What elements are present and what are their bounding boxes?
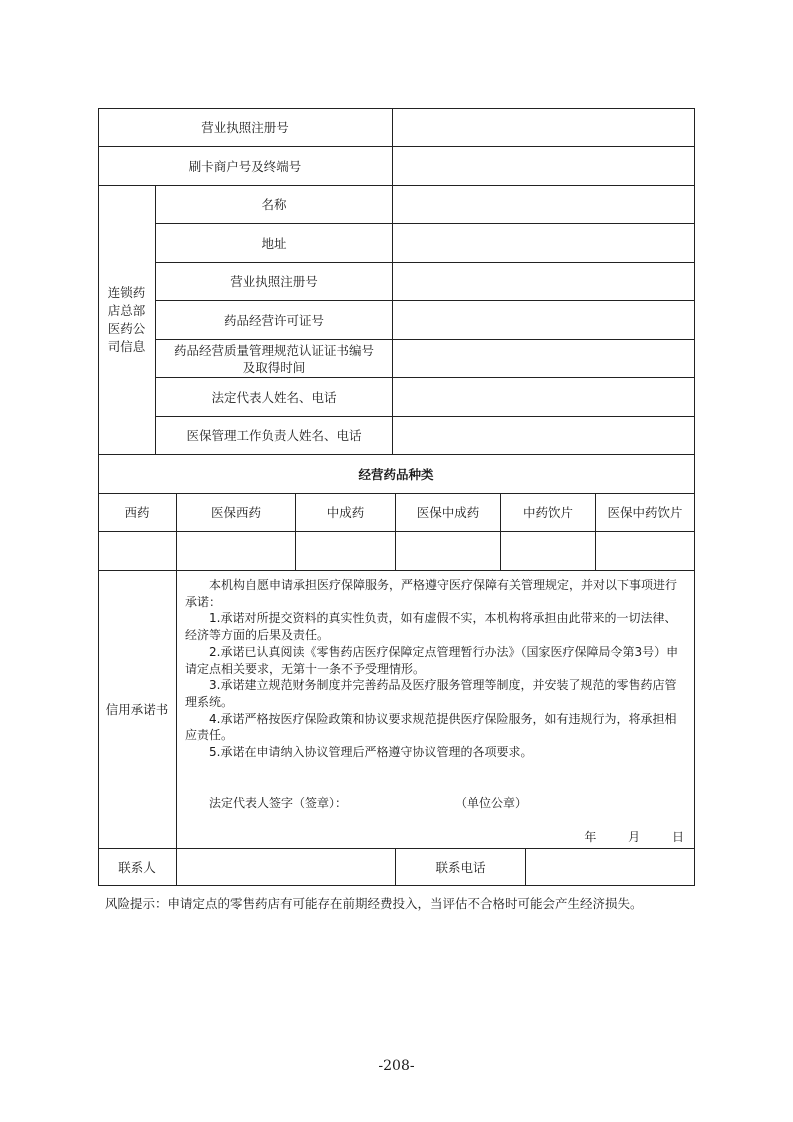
date-line: 年 月 日 — [584, 830, 684, 845]
value-hq-address[interactable] — [393, 224, 695, 263]
label-card-merchant: 刷卡商户号及终端号 — [98, 147, 393, 186]
drug-type-value[interactable] — [296, 532, 396, 571]
signature-label: 法定代表人签字（签章）： — [209, 795, 348, 810]
drug-type-header: 医保中药饮片 — [596, 494, 695, 532]
value-hq-legal-rep[interactable] — [393, 378, 695, 417]
credit-item: 5.承诺在申请纳入协议管理后严格遵守协议管理的各项要求。 — [209, 745, 533, 760]
drug-type-header: 中药饮片 — [501, 494, 596, 532]
contact-phone-value[interactable] — [526, 849, 695, 886]
credit-commitment — [177, 571, 695, 849]
drug-type-value[interactable] — [98, 532, 177, 571]
drug-type-value[interactable] — [396, 532, 501, 571]
credit-item: 3.承诺建立规范财务制度并完善药品及医疗服务管理等制度，并安装了规范的零售药店管理系统。 — [185, 678, 677, 709]
drug-types-title: 经营药品种类 — [98, 455, 695, 494]
contact-person-label: 联系人 — [98, 849, 177, 886]
application-form-table — [98, 108, 695, 886]
signature-line — [185, 795, 527, 812]
drug-type-header: 医保西药 — [177, 494, 296, 532]
label-hq-drug-permit: 药品经营许可证号 — [156, 301, 393, 340]
label-hq-address: 地址 — [156, 224, 393, 263]
label-license-no: 营业执照注册号 — [98, 108, 393, 147]
label-hq-license: 营业执照注册号 — [156, 263, 393, 301]
credit-item: 1.承诺对所提交资料的真实性负责，如有虚假不实，本机构将承担由此带来的一切法律、经济等方面的后果及责任。 — [185, 611, 677, 643]
drug-type-value[interactable] — [177, 532, 296, 571]
drug-type-value[interactable] — [501, 532, 596, 571]
label-hq-insurance-manager: 医保管理工作负责人姓名、电话 — [156, 417, 393, 455]
credit-item: 2.承诺已认真阅读《零售药店医疗保障定点管理暂行办法》（国家医疗保障局令第3号）申请定点相关要求，无第十一条不予受理情形。 — [185, 644, 679, 676]
seal-label: （单位公章） — [455, 795, 528, 810]
contact-person-value[interactable] — [177, 849, 396, 886]
value-hq-insurance-manager[interactable] — [393, 417, 695, 455]
value-hq-drug-permit[interactable] — [393, 301, 695, 340]
value-hq-name[interactable] — [393, 186, 695, 224]
drug-type-value[interactable] — [596, 532, 695, 571]
label-hq-name: 名称 — [156, 186, 393, 224]
drug-type-header: 中成药 — [296, 494, 396, 532]
drug-type-header: 医保中成药 — [396, 494, 501, 532]
page-number: -208- — [378, 1058, 415, 1074]
value-card-merchant[interactable] — [393, 147, 695, 186]
value-hq-gsp-cert[interactable] — [393, 340, 695, 378]
credit-item: 4.承诺严格按医疗保险政策和协议要求规范提供医疗保险服务，如有违规行为，将承担相应责任。 — [185, 711, 677, 743]
credit-intro: 本机构自愿申请承担医疗保障服务，严格遵守医疗保障有关管理规定，并对以下事项进行承诺： — [185, 578, 678, 609]
credit-label: 信用承诺书 — [98, 571, 177, 849]
value-hq-license[interactable] — [393, 263, 695, 301]
label-hq-legal-rep: 法定代表人姓名、电话 — [156, 378, 393, 417]
contact-phone-label: 联系电话 — [396, 849, 526, 886]
risk-notice: 风险提示：申请定点的零售药店有可能存在前期经费投入，当评估不合格时可能会产生经济损失。 — [105, 896, 643, 911]
label-hq-gsp-cert: 药品经营质量管理规范认证证书编号及取得时间 — [156, 340, 393, 378]
drug-type-header: 西药 — [98, 494, 177, 532]
value-license-no[interactable] — [393, 108, 695, 147]
hq-group-label: 连锁药店总部医药公司信息 — [98, 186, 156, 455]
